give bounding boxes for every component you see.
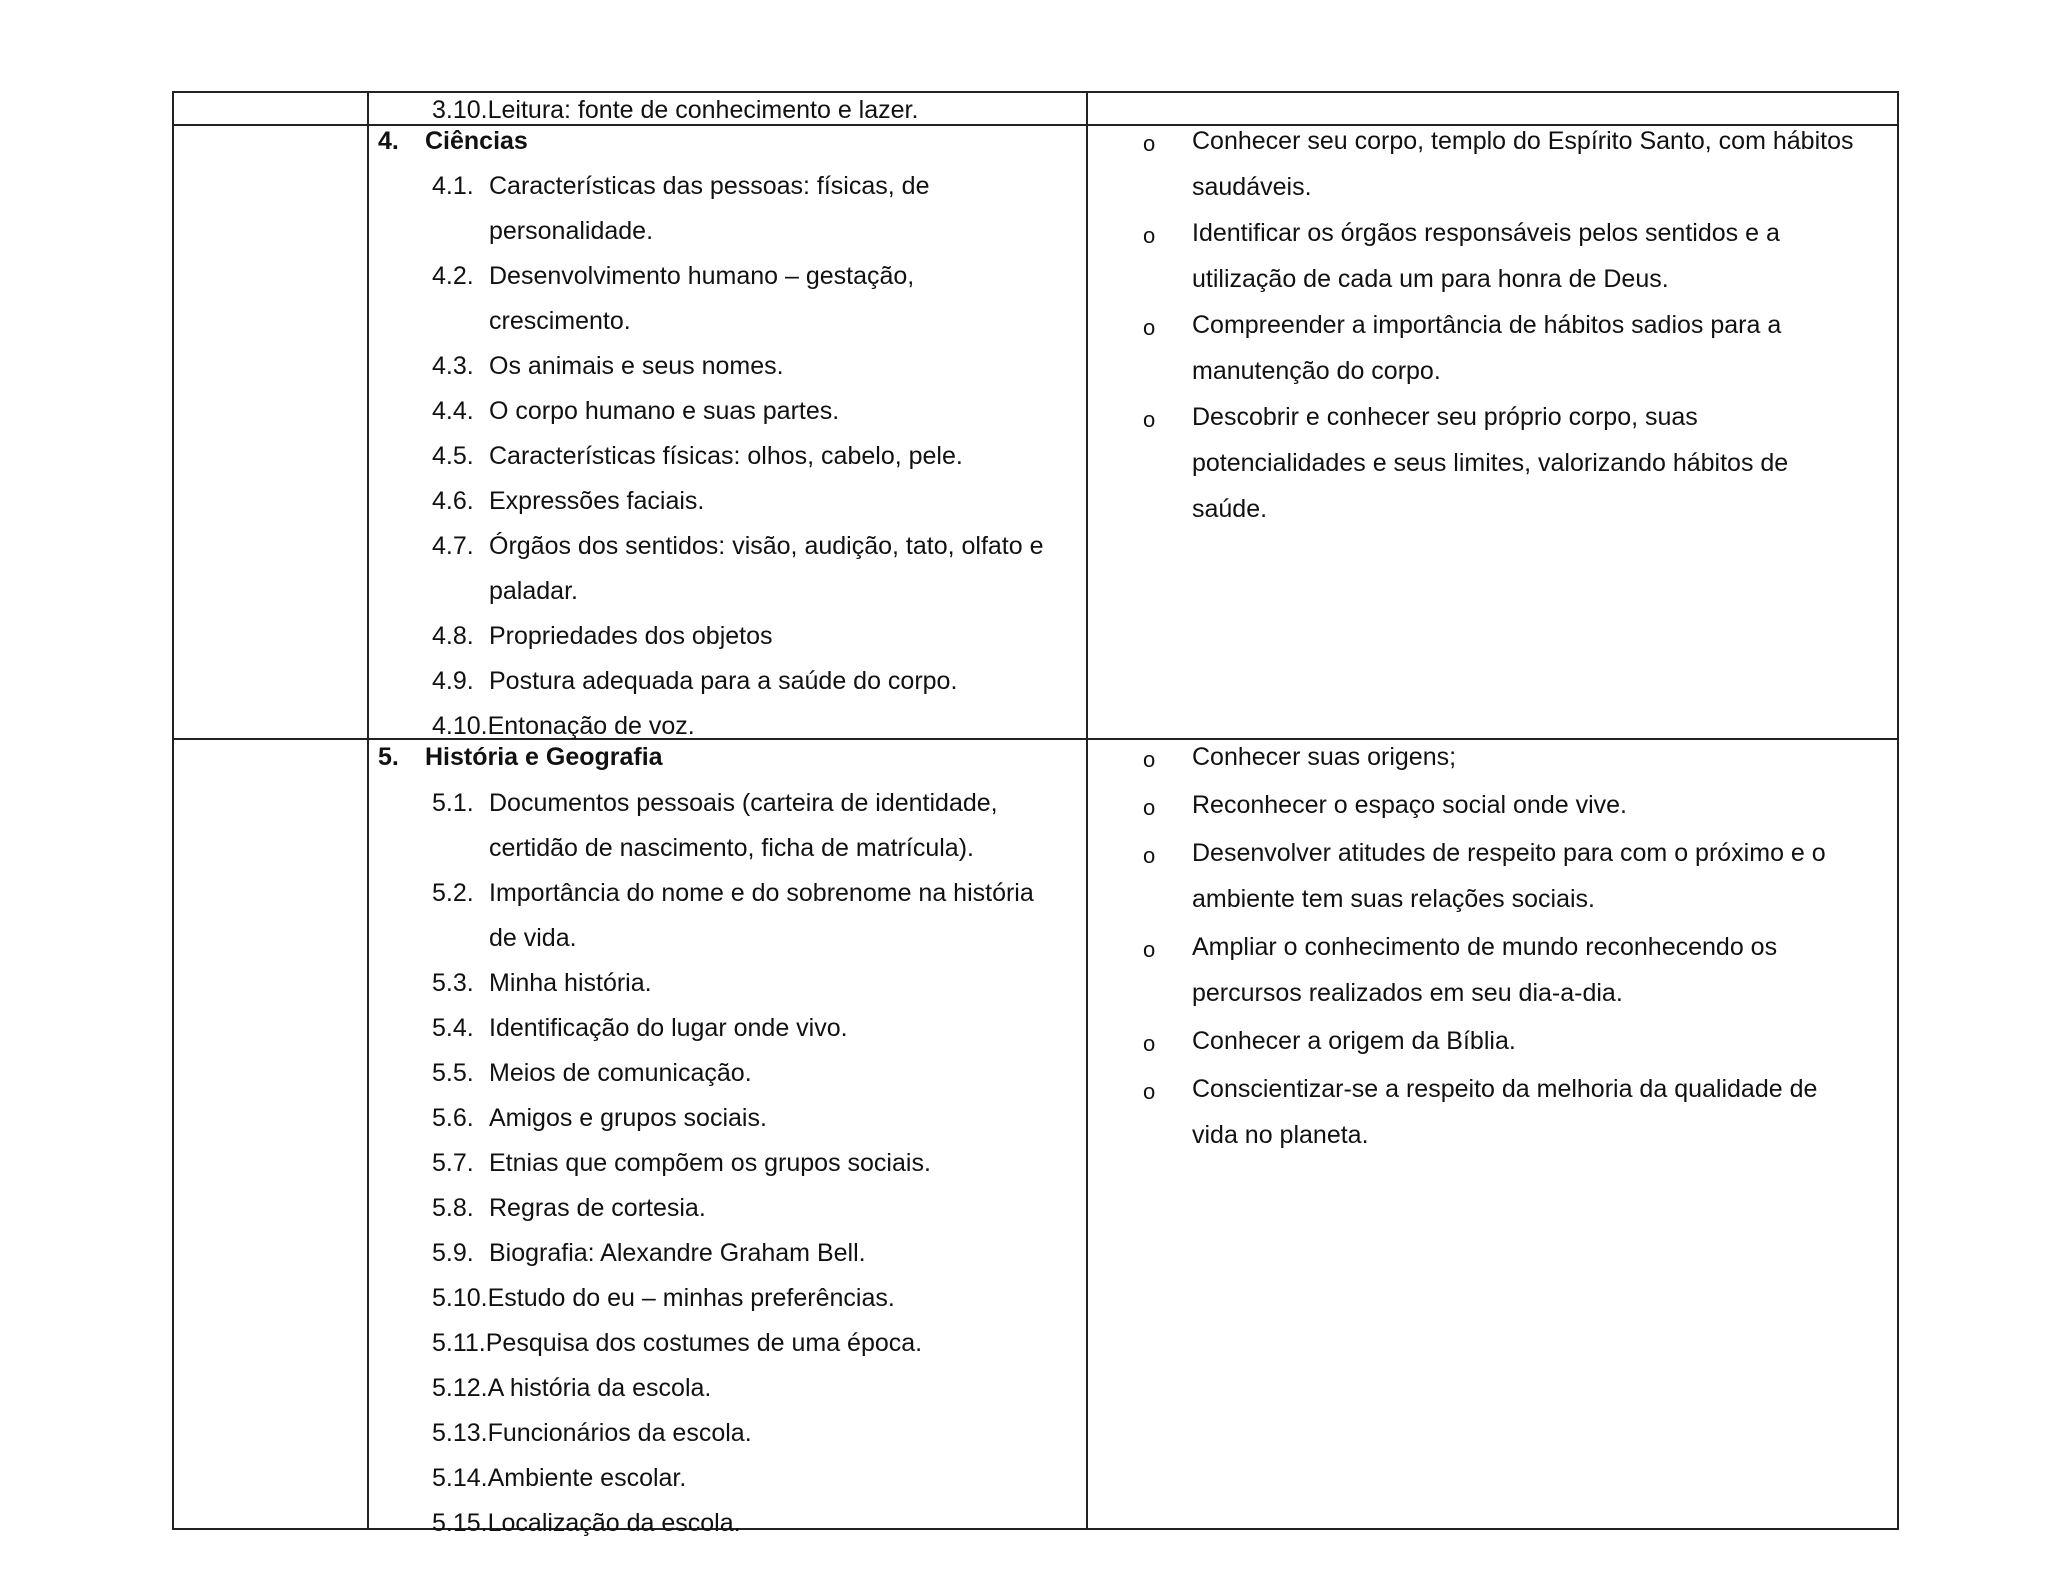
bullet-icon: o — [1143, 131, 1156, 156]
list-item-number: 5.5. — [432, 1059, 474, 1087]
row-divider-1 — [174, 124, 1897, 126]
bullet-icon: o — [1143, 747, 1156, 772]
list-item-number: 5.9. — [432, 1239, 474, 1267]
bullet-icon: o — [1143, 795, 1156, 820]
bullet-icon: o — [1143, 223, 1156, 248]
list-item-number: 5.8. — [432, 1194, 474, 1222]
list-item-text: crescimento. — [489, 307, 631, 335]
bullet-icon: o — [1143, 937, 1156, 962]
list-item-text: Documentos pessoais (carteira de identidade, — [489, 789, 998, 817]
objective-text: potencialidades e seus limites, valorizando hábitos de — [1192, 449, 1789, 477]
list-item-text: 3.10.Leitura: fonte de conhecimento e lazer. — [432, 96, 919, 124]
list-item-number: 4.7. — [432, 532, 474, 560]
objective-text: Compreender a importância de hábitos sadios para a — [1192, 311, 1782, 339]
list-item-number: 4.2. — [432, 262, 474, 290]
list-item-text: Biografia: Alexandre Graham Bell. — [489, 1239, 866, 1267]
list-item-text: O corpo humano e suas partes. — [489, 397, 840, 425]
list-item-text: paladar. — [489, 577, 578, 605]
list-item-number: 4.4. — [432, 397, 474, 425]
list-item-number: 5.7. — [432, 1149, 474, 1177]
list-item-text: 5.12.A história da escola. — [432, 1374, 712, 1402]
bullet-icon: o — [1143, 1031, 1156, 1056]
objective-text: ambiente tem suas relações sociais. — [1192, 885, 1595, 913]
objective-text: Conscientizar-se a respeito da melhoria da qualidade de — [1192, 1075, 1818, 1103]
objective-text: Conhecer seu corpo, templo do Espírito Santo, com hábitos — [1192, 127, 1854, 155]
list-item-text: de vida. — [489, 924, 577, 952]
section-heading: História e Geografia — [425, 743, 663, 771]
list-item-text: Órgãos dos sentidos: visão, audição, tato, olfato e — [489, 532, 1044, 560]
list-item-text: Características físicas: olhos, cabelo, pele. — [489, 442, 963, 470]
objective-text: Desenvolver atitudes de respeito para com o próximo e o — [1192, 839, 1826, 867]
list-item-text: 5.15.Localização da escola. — [432, 1509, 741, 1537]
list-item-number: 5.2. — [432, 879, 474, 907]
bullet-icon: o — [1143, 843, 1156, 868]
column-divider-2 — [1086, 93, 1088, 1528]
objective-text: Conhecer suas origens; — [1192, 743, 1457, 771]
list-item-text: Postura adequada para a saúde do corpo. — [489, 667, 958, 695]
list-item-text: Expressões faciais. — [489, 487, 705, 515]
list-item-text: Os animais e seus nomes. — [489, 352, 784, 380]
objective-text: Reconhecer o espaço social onde vive. — [1192, 791, 1627, 819]
list-item-number: 5.4. — [432, 1014, 474, 1042]
section-number: 4. — [378, 127, 399, 155]
list-item-text: 5.14.Ambiente escolar. — [432, 1464, 687, 1492]
list-item-text: 5.13.Funcionários da escola. — [432, 1419, 752, 1447]
objective-text: Ampliar o conhecimento de mundo reconhecendo os — [1192, 933, 1778, 961]
list-item-number: 4.5. — [432, 442, 474, 470]
list-item-text: Propriedades dos objetos — [489, 622, 773, 650]
objective-text: Conhecer a origem da Bíblia. — [1192, 1027, 1516, 1055]
list-item-text: Identificação do lugar onde vivo. — [489, 1014, 848, 1042]
list-item-text: 5.10.Estudo do eu – minhas preferências. — [432, 1284, 895, 1312]
column-divider-1 — [367, 93, 369, 1528]
list-item-number: 4.3. — [432, 352, 474, 380]
objective-text: saudáveis. — [1192, 173, 1312, 201]
list-item-text: Meios de comunicação. — [489, 1059, 752, 1087]
objective-text: manutenção do corpo. — [1192, 357, 1441, 385]
bullet-icon: o — [1143, 315, 1156, 340]
objective-text: vida no planeta. — [1192, 1121, 1369, 1149]
objective-text: percursos realizados em seu dia-a-dia. — [1192, 979, 1623, 1007]
section-number: 5. — [378, 743, 399, 771]
list-item-text: Amigos e grupos sociais. — [489, 1104, 767, 1132]
list-item-number: 5.3. — [432, 969, 474, 997]
list-item-number: 4.9. — [432, 667, 474, 695]
objective-text: saúde. — [1192, 495, 1268, 523]
list-item-text: Etnias que compõem os grupos sociais. — [489, 1149, 931, 1177]
section-heading: Ciências — [425, 127, 528, 155]
list-item-text: 4.10.Entonação de voz. — [432, 712, 695, 740]
list-item-number: 5.6. — [432, 1104, 474, 1132]
list-item-number: 4.6. — [432, 487, 474, 515]
list-item-text: 5.11.Pesquisa dos costumes de uma época. — [432, 1329, 923, 1357]
list-item-text: certidão de nascimento, ficha de matrícula). — [489, 834, 974, 862]
list-item-number: 4.8. — [432, 622, 474, 650]
bullet-icon: o — [1143, 1079, 1156, 1104]
list-item-text: Características das pessoas: físicas, de — [489, 172, 930, 200]
objective-text: Identificar os órgãos responsáveis pelos sentidos e a — [1192, 219, 1780, 247]
list-item-text: Desenvolvimento humano – gestação, — [489, 262, 915, 290]
list-item-text: Regras de cortesia. — [489, 1194, 706, 1222]
bullet-icon: o — [1143, 407, 1156, 432]
list-item-number: 5.1. — [432, 789, 474, 817]
list-item-text: personalidade. — [489, 217, 654, 245]
list-item-text: Minha história. — [489, 969, 652, 997]
list-item-number: 4.1. — [432, 172, 474, 200]
objective-text: utilização de cada um para honra de Deus. — [1192, 265, 1669, 293]
objective-text: Descobrir e conhecer seu próprio corpo, suas — [1192, 403, 1698, 431]
list-item-text: Importância do nome e do sobrenome na história — [489, 879, 1034, 907]
